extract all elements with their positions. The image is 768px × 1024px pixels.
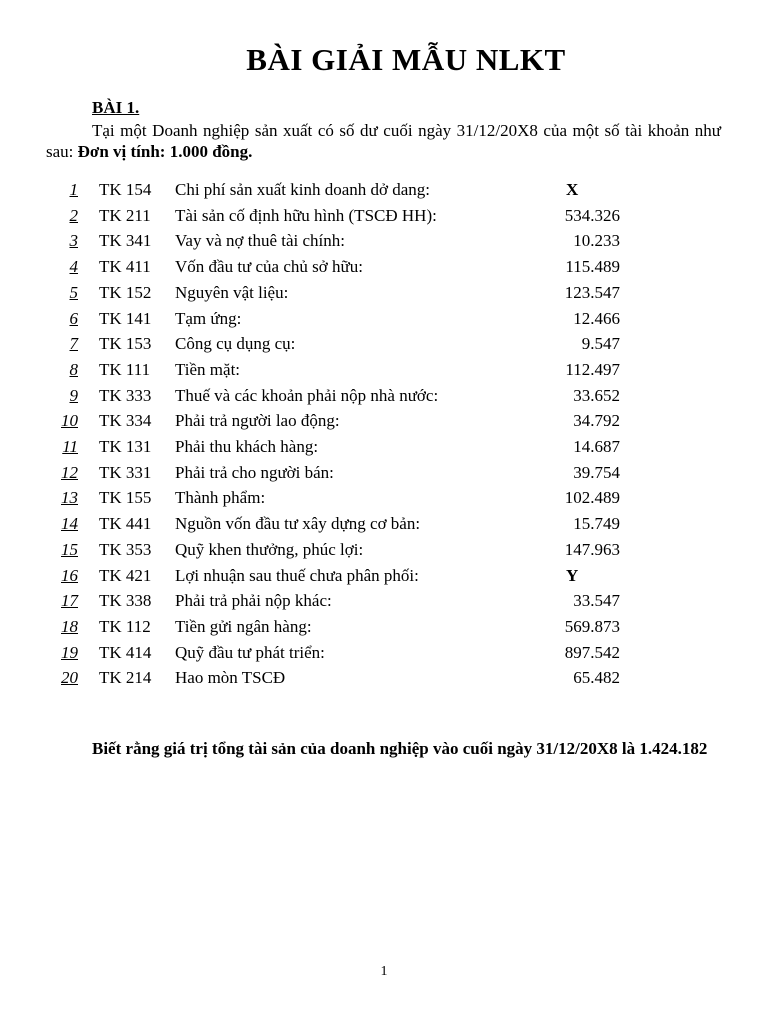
- account-name: Phải trả phải nộp khác:: [175, 591, 332, 611]
- account-amount: 102.489: [564, 488, 620, 508]
- account-code: TK 411: [99, 257, 151, 277]
- account-row: [0, 668, 768, 694]
- account-row-number: 12: [61, 462, 78, 482]
- account-row: [0, 257, 768, 283]
- account-amount: 65.482: [573, 668, 620, 688]
- account-code: TK 341: [99, 231, 152, 251]
- account-row: [0, 617, 768, 643]
- account-amount: 39.754: [573, 462, 620, 482]
- account-row-number: 3: [69, 231, 78, 251]
- account-code: TK 131: [99, 437, 152, 456]
- account-name: Phải thu khách hàng:: [175, 437, 319, 456]
- account-row-number: 2: [69, 205, 78, 225]
- account-code: TK 111: [99, 359, 151, 379]
- account-row-number: 5: [69, 282, 78, 302]
- account-code: TK 333: [99, 385, 152, 405]
- account-row: [0, 386, 768, 412]
- account-row-number: 18: [61, 616, 78, 636]
- account-code: TK 334: [99, 411, 152, 431]
- account-row: [0, 514, 768, 540]
- account-code: TK 112: [99, 616, 151, 636]
- account-amount: 9.547: [581, 334, 620, 354]
- account-code: TK 421: [99, 565, 152, 585]
- account-amount: 534.326: [564, 205, 620, 225]
- account-code: TK 214: [99, 668, 152, 688]
- account-row: [0, 309, 768, 335]
- account-name: Công cụ dụng cụ:: [175, 334, 296, 354]
- account-row-number: 13: [61, 488, 78, 508]
- account-code: TK 155: [99, 488, 152, 508]
- account-amount: Y: [566, 565, 579, 585]
- account-row-number: 7: [69, 334, 78, 354]
- account-row-number: 20: [61, 668, 78, 688]
- account-amount: 569.873: [564, 616, 620, 636]
- account-row-number: 1: [69, 180, 78, 199]
- note-text: Biết rằng giá trị tổng tài sản của doanh nghiệp vào cuối ngày 31/12/20X8 là 1.424.182: [92, 739, 708, 758]
- account-amount: 14.687: [573, 437, 620, 456]
- page-number: 1: [380, 964, 388, 979]
- account-row: [0, 360, 768, 386]
- account-amount: 10.233: [573, 231, 620, 251]
- account-row: [0, 437, 768, 463]
- account-amount: 115.489: [565, 257, 620, 277]
- account-name: Phải trả cho người bán:: [175, 462, 334, 482]
- account-row-number: 11: [62, 437, 78, 456]
- account-row-number: 9: [69, 385, 78, 405]
- account-name: Tiền mặt:: [175, 359, 241, 379]
- account-row: [0, 283, 768, 309]
- account-row: [0, 488, 768, 514]
- account-amount: X: [566, 180, 579, 199]
- account-row: [0, 463, 768, 489]
- account-name: Hao mòn TSCĐ: [175, 668, 286, 688]
- account-row: [0, 206, 768, 232]
- account-row-number: 8: [69, 359, 78, 379]
- account-row-number: 15: [61, 539, 78, 559]
- account-code: TK 154: [99, 180, 152, 199]
- account-code: TK 441: [99, 514, 152, 534]
- account-row-number: 6: [69, 308, 78, 328]
- page-title: BÀI GIẢI MẪU NLKT: [246, 42, 566, 77]
- account-row: [0, 334, 768, 360]
- account-code: TK 211: [99, 205, 151, 225]
- account-amount: 33.547: [573, 591, 620, 611]
- account-row-number: 14: [61, 514, 78, 534]
- account-name: Phải trả người lao động:: [175, 411, 340, 431]
- account-row-number: 19: [61, 642, 78, 662]
- intro-paragraph: [46, 120, 721, 162]
- account-amount: 112.497: [565, 359, 620, 379]
- account-code: TK 353: [99, 539, 152, 559]
- account-name: Quỹ khen thưởng, phúc lợi:: [175, 539, 364, 559]
- account-name: Vay và nợ thuê tài chính:: [175, 231, 345, 251]
- account-amount: 34.792: [573, 411, 620, 431]
- account-row: [0, 231, 768, 257]
- account-name: Tài sản cố định hữu hình (TSCĐ HH):: [175, 205, 437, 225]
- account-name: Tạm ứng:: [175, 308, 242, 328]
- account-amount: 897.542: [564, 642, 620, 662]
- account-row: [0, 591, 768, 617]
- account-row-number: 4: [69, 257, 78, 277]
- intro-text: Tại một Doanh nghiệp sản xuất có số dư cuối ngày 31/12/20X8 của một số tài khoản như sau:: [46, 121, 721, 161]
- account-name: Vốn đầu tư của chủ sở hữu:: [175, 257, 363, 277]
- account-code: TK 141: [99, 308, 152, 328]
- account-row: [0, 411, 768, 437]
- account-amount: 12.466: [573, 308, 620, 328]
- account-amount: 147.963: [564, 539, 620, 559]
- account-amount: 33.652: [573, 385, 620, 405]
- account-name: Thuế và các khoản phải nộp nhà nước:: [175, 385, 439, 405]
- account-name: Quỹ đầu tư phát triển:: [175, 642, 325, 662]
- account-name: Chi phí sản xuất kinh doanh dở dang:: [175, 180, 430, 199]
- account-row-number: 10: [61, 411, 78, 431]
- account-row: [0, 540, 768, 566]
- section-label: BÀI 1.: [92, 98, 140, 117]
- account-row-number: 16: [61, 565, 78, 585]
- account-row-number: 17: [61, 591, 78, 611]
- note-paragraph: [46, 738, 721, 760]
- account-amount: 123.547: [564, 282, 620, 302]
- account-name: Lợi nhuận sau thuế chưa phân phối:: [175, 565, 419, 585]
- account-code: TK 153: [99, 334, 152, 354]
- account-name: Nguồn vốn đầu tư xây dựng cơ bản:: [175, 514, 421, 534]
- account-name: Thành phẩm:: [175, 488, 266, 508]
- unit-text: Đơn vị tính: 1.000 đồng.: [77, 142, 253, 161]
- account-row: [0, 566, 768, 592]
- account-code: TK 152: [99, 282, 152, 302]
- account-name: Nguyên vật liệu:: [175, 282, 289, 302]
- account-code: TK 414: [99, 642, 152, 662]
- account-code: TK 331: [99, 462, 152, 482]
- account-row: [0, 180, 768, 206]
- account-code: TK 338: [99, 591, 152, 611]
- account-row: [0, 643, 768, 669]
- account-name: Tiền gửi ngân hàng:: [175, 616, 312, 636]
- account-amount: 15.749: [573, 514, 620, 534]
